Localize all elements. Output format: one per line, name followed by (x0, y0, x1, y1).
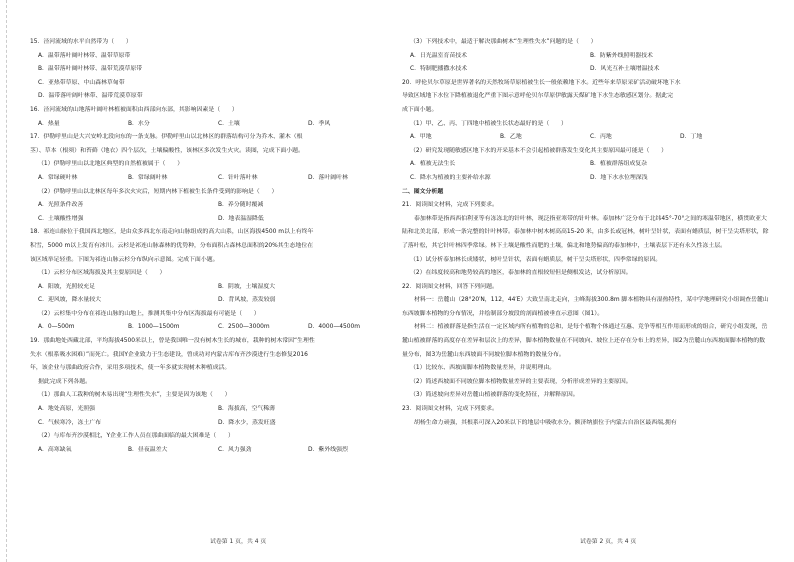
q15-option-a: A．温带落叶阔叶林带、温带草原带 (38, 52, 131, 59)
q19-sub2-option-b: B．昼夜温差大 (128, 446, 168, 453)
q17-sub2-option-a: A．光照条件改善 (38, 202, 84, 209)
q16-stem: 16．泾河流域的山地落叶阔叶林植被面积由西部向东部，其影响因素是（ ） (30, 106, 238, 113)
q18-sub2-option-c: C．2500—3000m (218, 324, 270, 331)
q21-sub1: （1）试分析泰加林长成矮状，树叶呈针状，表面有蜡质层，树干呈尖塔形状，四季常绿的原因。 (410, 256, 662, 263)
q19-sub1-option-a: A．地处高原，光照强 (38, 406, 96, 413)
q19-sub1-stem: （1）那曲人工栽种的树木易出现“生理性失水”，主要是因为该地（ ） (38, 392, 231, 399)
q18-sub2-option-d: D．4000—4500m (308, 324, 361, 331)
q19-sub2-option-c: C．风力强劲 (218, 446, 252, 453)
q22-sub2: （2）简述西坡面不同坡位脚本植物数量差异的主要表现，分析形成差异的主要原因。 (410, 378, 632, 385)
q19-intro-3: 年，该企业与那曲政府合作，采用多项技术，使一年多就实现树木种植成活。 (30, 365, 231, 372)
q18-intro-2: 积雪，5000 m以上发育有冰川。云杉是祁连山脉森林的优势种，分布面积占森林总面积的20%其生态地位在 (30, 242, 314, 249)
q18-sub1-option-d: D．背风坡，蒸发较弱 (218, 297, 276, 304)
q18-intro-3: 该区域举足轻重。下图为祁连山脉云杉分布纵向示意图。完成下面小题。 (30, 256, 219, 263)
binding-margin (0, 0, 7, 562)
q15-option-b: B．温带落叶阔叶林带、温带荒漠草原带 (38, 66, 143, 73)
q15-option-c: C．亚热带草原、中山森林草甸带 (38, 79, 125, 86)
q20-sub1-options (402, 131, 770, 145)
q16-option-b: B．水分 (128, 120, 150, 127)
q19-sub1-option-b: B．海拔高，空气稀薄 (218, 406, 276, 413)
q17-intro-1: 17．伊勒呼里山是大兴安岭北段向东的一条支脉。伊勒呼里山以北林区的群落结构可分为乔木、灌木（根 (30, 134, 303, 141)
q16-option-a: A．热量 (38, 120, 60, 127)
q19-sub3-options-ab (402, 50, 770, 64)
q16-option-c: C．土壤 (218, 120, 240, 127)
q19-sub3-option-b: B．防紫外线照明器技术 (590, 52, 653, 59)
q19-sub3-option-a: A．日光温室育苗技术 (410, 52, 468, 59)
q20-sub2-option-c: C．降水为植被的主要补给水源 (410, 174, 491, 181)
q18-sub1-option-c: C．迎风坡，降水量较大 (38, 297, 102, 304)
q19-sub2-options (30, 444, 398, 458)
left-column (30, 36, 398, 457)
q17-sub1-option-b: B．常绿阔叶林 (128, 174, 168, 181)
q17-sub2-stem: （2）伊勒呼里山以北林区每年多次火灾后，短期内林下植被生长条件受到的影响是（ ） (38, 188, 278, 195)
q17-sub1-stem: （1）伊勒呼里山以北地区典型的自然植被属于（ ） (38, 161, 184, 168)
q18-sub1-option-a: A．阳坡，光照较充足 (38, 283, 96, 290)
q20-sub2-stem: （2）研究发现随敏感区地下水的开采基本不会引起植被群落发生变化其主要原因最可能是（ ） (410, 147, 668, 154)
q17-sub2-options-ab (30, 199, 398, 213)
q22-sub1: （1）比较东、西坡面脚本植物数量差异，并说明理由。 (410, 365, 556, 372)
q17-sub1-options (30, 172, 398, 186)
q20-sub1-option-a: A．甲地 (410, 134, 432, 141)
footer-page-1: 试卷第 1 页，共 4 页 (210, 539, 267, 545)
q19-sub1-options-cd (30, 417, 398, 431)
q19-sub3-options-cd (402, 63, 770, 77)
footer-page-2: 试卷第 2 页，共 4 页 (580, 539, 637, 545)
q20-sub1-option-c: C．丙地 (590, 134, 612, 141)
q23-material: 胡杨生命力顽强，其根系可深入20米以下的地层中吸收水分。额济纳旗位于内蒙古自治区最西端,拥有 (414, 419, 677, 426)
q19-sub1-options-ab (30, 403, 398, 417)
q19-prompt: 据此完成下列各题。 (38, 378, 92, 385)
q19-intro-1: 19．那曲地处西藏北部，平均海拔4500米以上，曾是我国唯一没有树木生长的城市，栽种的树木常因“生理性 (30, 338, 315, 345)
q20-sub1-stem: （1）甲、乙、丙、丁四地中植被生长状态最好的是（ ） (410, 120, 567, 127)
q19-sub3-option-c: C．特制肥播撒水技术 (410, 66, 468, 73)
q20-intro-1: 20．呼伦贝尔草原是世界著名的天然牧场草原植被生长一般依赖地下水。近些年来草原采矿活动破坏地下水 (402, 79, 681, 86)
q20-sub1-option-b: B．乙地 (500, 134, 522, 141)
q19-sub1-option-d: D．降水少，蒸发旺盛 (218, 419, 276, 426)
q20-sub2-option-a: A．植被无法生长 (410, 161, 456, 168)
q22-sub3: （3）简述坡向差异对岳麓山植被群落的变化特征，并解释原因。 (410, 392, 579, 399)
q17-intro-2: 茎）、草本（根须）和苔藓（地衣）四个层次，土壤偏酸性，该林区多次发生火灾。读图，完成下面小题。 (30, 147, 304, 154)
right-column (402, 36, 770, 430)
q18-sub1-options-ab (30, 281, 398, 295)
q19-intro-2: 失水（根系吸水困难）”而死亡。我国Y企业致力于生态建设，曾成功对内蒙古库布齐沙漠进行生态修复2016 (30, 351, 308, 358)
q18-intro-1: 18．祁连山脉位于我国西北地区，是由众多西北东南走向山脉组成的高大山系，山区海拔4500 m以上有终年 (30, 229, 314, 236)
q17-sub2-option-c: C．土壤酸性增强 (38, 215, 84, 222)
q19-sub2-option-a: A．高寒缺氧 (38, 446, 72, 453)
q17-sub2-option-b: B．养分随时覆减 (218, 202, 264, 209)
q17-sub1-option-c: C．针叶落叶林 (218, 174, 258, 181)
q20-sub2-options-cd (402, 172, 770, 186)
q19-sub3-option-d: D．风光互补土壤增温技术 (590, 66, 660, 73)
q20-sub1-option-d: D．丁地 (680, 134, 703, 141)
q19-sub3-stem: （3）下列技术中，最适于解决那曲树木“生理性失水”问题的是（ ） (410, 39, 597, 45)
q22-material-2: 材料二：植被群落是指生活在一定区域内所有植物的总和，是每个植物个体通过互惠、竞争等相互作用而形成的组合，研究小组发现，岳麓山植被群落的高度存在差异和层次上的差异，脚本植物数量在不同坡向、坡位上还存在分布上的差异，图2为岳麓山东西坡面脚本植物的数量分布，图3为岳麓山东西坡面不同坡位脚本植物的数量分布。 (402, 324, 768, 358)
q17-sub2-options-cd (30, 213, 398, 227)
q17-sub1-option-d: D．落叶阔叶林 (308, 174, 348, 181)
q21-material: 泰加林带是指西西伯利亚等有冻冻北的针叶林，现泛指亚寒带的针叶林。泰加林广泛分布于北纬45°-70°之间的寒温带地区，横贯欧亚大陆和北美北部，形成一条完整的针叶林带。泰加林中树木树高高15-20 米，由多长或冠林，树叶呈针状，表面有蜡质层，树干呈尖塔形状，除了落叶松，其它针叶林四季常绿。林下土壤是酸性而肥的土壤，偏北和地势偏高的泰加林中，土壤表层下还有永久性冻土层。 (402, 215, 769, 249)
q17-sub2-option-d: D．地表温湿降低 (218, 215, 264, 222)
q21-sub2: （2）在纬度较高和地势较高的地区，泰加林的直根较短但是侧根发达，试分析原因。 (410, 270, 632, 277)
q18-sub2-stem: （2）云杉集中分布在祁连山脉的山地上，推测其集中分布区海拔最有可能是（ ） (38, 310, 260, 317)
q18-sub2-options (30, 321, 398, 335)
q16-option-d: D．季风 (308, 120, 331, 127)
q18-sub2-option-a: A．0—500m (38, 324, 75, 331)
section-heading: 二、图文分析题 (402, 188, 444, 195)
q15-stem: 15．泾河流域的水平自然带为（ ） (30, 39, 132, 45)
q20-intro-3: 成下面小题。 (402, 106, 438, 113)
q21-stem: 21．阅读图文材料，完成下列要求。 (402, 202, 498, 209)
q20-sub2-option-b: B．植被群落组成复杂 (590, 161, 648, 168)
q18-sub1-option-b: B．阴坡，土壤湿度大 (218, 283, 276, 290)
q17-sub1-option-a: A．常绿硬叶林 (38, 174, 78, 181)
q19-sub1-option-c: C．气候寒冷，冻土广布 (38, 419, 102, 426)
q22-stem: 22．阅读图文材料，回答下列问题。 (402, 283, 498, 290)
q19-sub2-stem: （2）与库布齐沙漠相比，Y企业工作人员在那曲面临的最大困难是（ ） (38, 433, 234, 440)
q20-sub2-options-ab (402, 158, 770, 172)
q15-option-d: D．温带落叶阔叶林带、温带荒漠草原带 (38, 93, 143, 100)
q18-sub1-stem: （1）云杉分布区域海拔及其主要原因是（ ） (38, 270, 166, 277)
q20-intro-2: 导致区域地下水位下降植被退化严重下图示意呼伦贝尔草原伊敏露天煤矿地下水生态敏感区划分。据此完 (402, 93, 673, 100)
q23-stem: 23．阅读图文材料，完成下列要求。 (402, 406, 498, 413)
q18-sub1-options-cd (30, 294, 398, 308)
q16-options (30, 118, 398, 132)
q20-sub2-option-d: D．地下水水位埋深浅 (590, 174, 648, 181)
q22-material-1: 材料一：岳麓山（28°20′N，112，44′E）大致呈南北走向，主峰海拔300.8m 脚本植物具有湿热特性，某中学地理研究小组调查岳麓山东西坡脚本植物的分布情况，并绘制部分坡段的剖面植被垂直示意图（图1）。 (402, 297, 769, 317)
q18-sub2-option-b: B．1000—1500m (128, 324, 180, 331)
q19-sub2-option-d: D．紫外线强烈 (308, 446, 348, 453)
